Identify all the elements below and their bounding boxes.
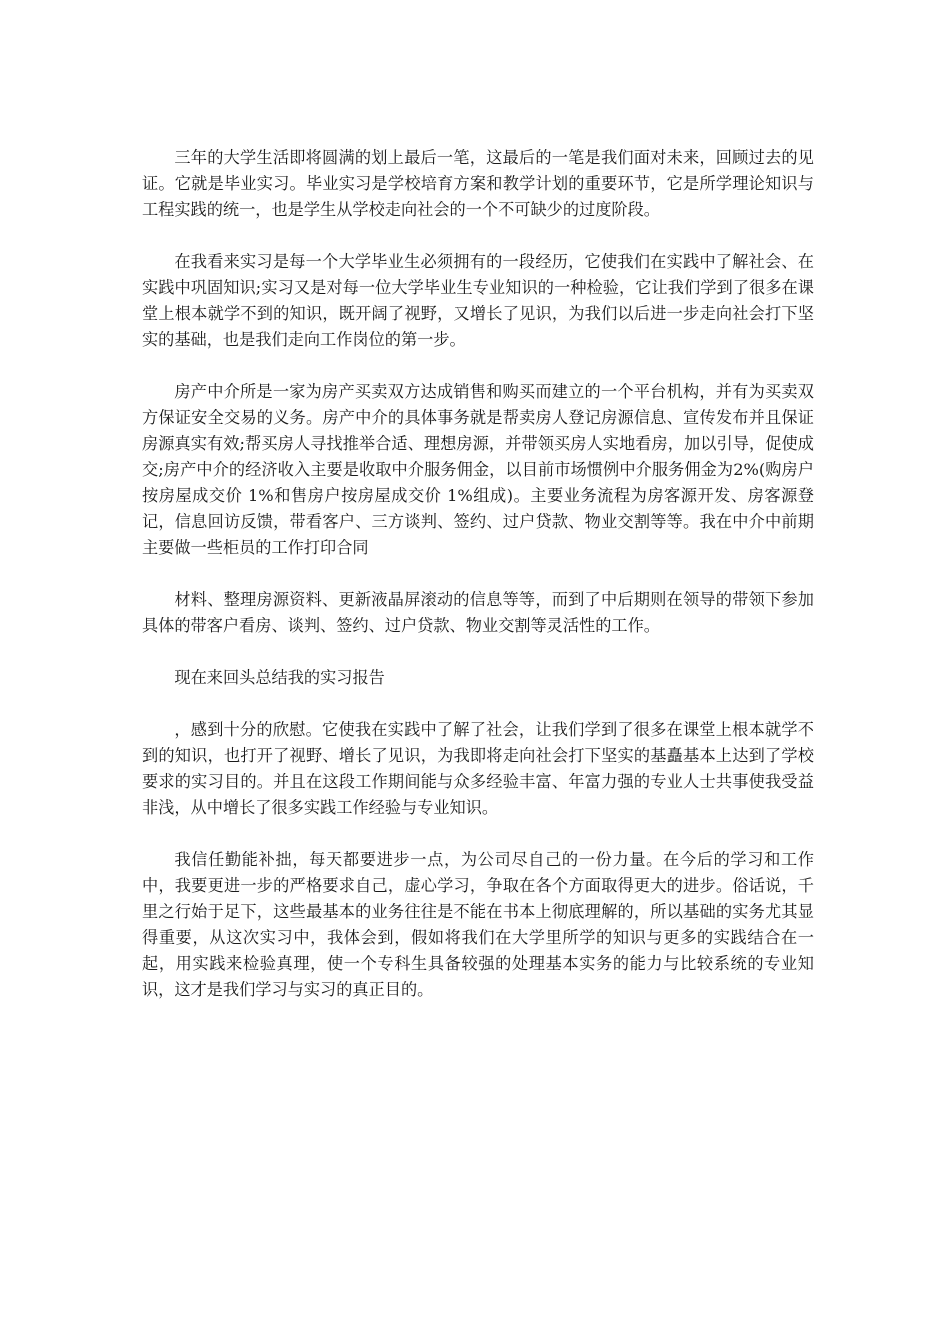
paragraph-work-tasks: 材料、整理房源资料、更新液晶屏滚动的信息等等，而到了中后期则在领导的带领下参加具体的带客户看房、谈判、签约、过户贷款、物业交割等灵活性的工作。 <box>142 590 814 635</box>
paragraph-reflection: ，感到十分的欣慰。它使我在实践中了解了社会，让我们学到了很多在课堂上根本就学不到的知识，也打开了视野、增长了见识，为我即将走向社会打下坚实的基矗基本上达到了学校要求的实习目的。并且在这段工作期间能与众多经验丰富、年富力强的专业人士共事使我受益非浅，从中增长了很多实践工作经验与专业知识。 <box>142 720 814 817</box>
document-body <box>142 145 814 1029</box>
paragraph-summary-heading: 现在来回头总结我的实习报告 <box>174 668 385 687</box>
paragraph-internship-meaning: 在我看来实习是每一个大学毕业生必须拥有的一段经历，它使我们在实践中了解社会、在实践中巩固知识;实习又是对每一位大学毕业生专业知识的一种检验，它让我们学到了很多在课堂上根本就学不到的知识，既开阔了视野，又增长了见识，为我们以后进一步走向社会打下坚实的基础，也是我们走向工作岗位的第一步。 <box>142 252 814 349</box>
paragraph-conclusion: 我信任勤能补拙，每天都要进步一点，为公司尽自己的一份力量。在今后的学习和工作中，我要更进一步的严格要求自己，虚心学习，争取在各个方面取得更大的进步。俗话说，千里之行始于足下，这些最基本的业务往往是不能在书本上彻底理解的，所以基础的实务尤其显得重要，从这次实习中，我体会到，假如将我们在大学里所学的知识与更多的实践结合在一起，用实践来检验真理，使一个专科生具备较强的处理基本实务的能力与比较系统的专业知识，这才是我们学习与实习的真正目的。 <box>142 850 814 999</box>
paragraph-agency-description: 房产中介所是一家为房产买卖双方达成销售和购买而建立的一个平台机构，并有为买卖双方保证安全交易的义务。房产中介的具体事务就是帮卖房人登记房源信息、宣传发布并且保证房源真实有效;帮买房人寻找推举合适、理想房源，并带领买房人实地看房，加以引导，促使成交;房产中介的经济收入主要是收取中介服务佣金，以目前市场惯例中介服务佣金为2%(购房户按房屋成交价 1%和售房户按房屋成交价 1%组成)。主要业务流程为房客源开发、房客源登记，信息回访反馈，带看客户、三方谈判、签约、过户贷款、物业交割等等。我在中介中前期主要做一些柜员的工作打印合同 <box>142 382 814 557</box>
paragraph-intro: 三年的大学生活即将圆满的划上最后一笔，这最后的一笔是我们面对未来，回顾过去的见证。它就是毕业实习。毕业实习是学校培育方案和教学计划的重要环节，它是所学理论知识与工程实践的统一，也是学生从学校走向社会的一个不可缺少的过度阶段。 <box>142 148 814 219</box>
